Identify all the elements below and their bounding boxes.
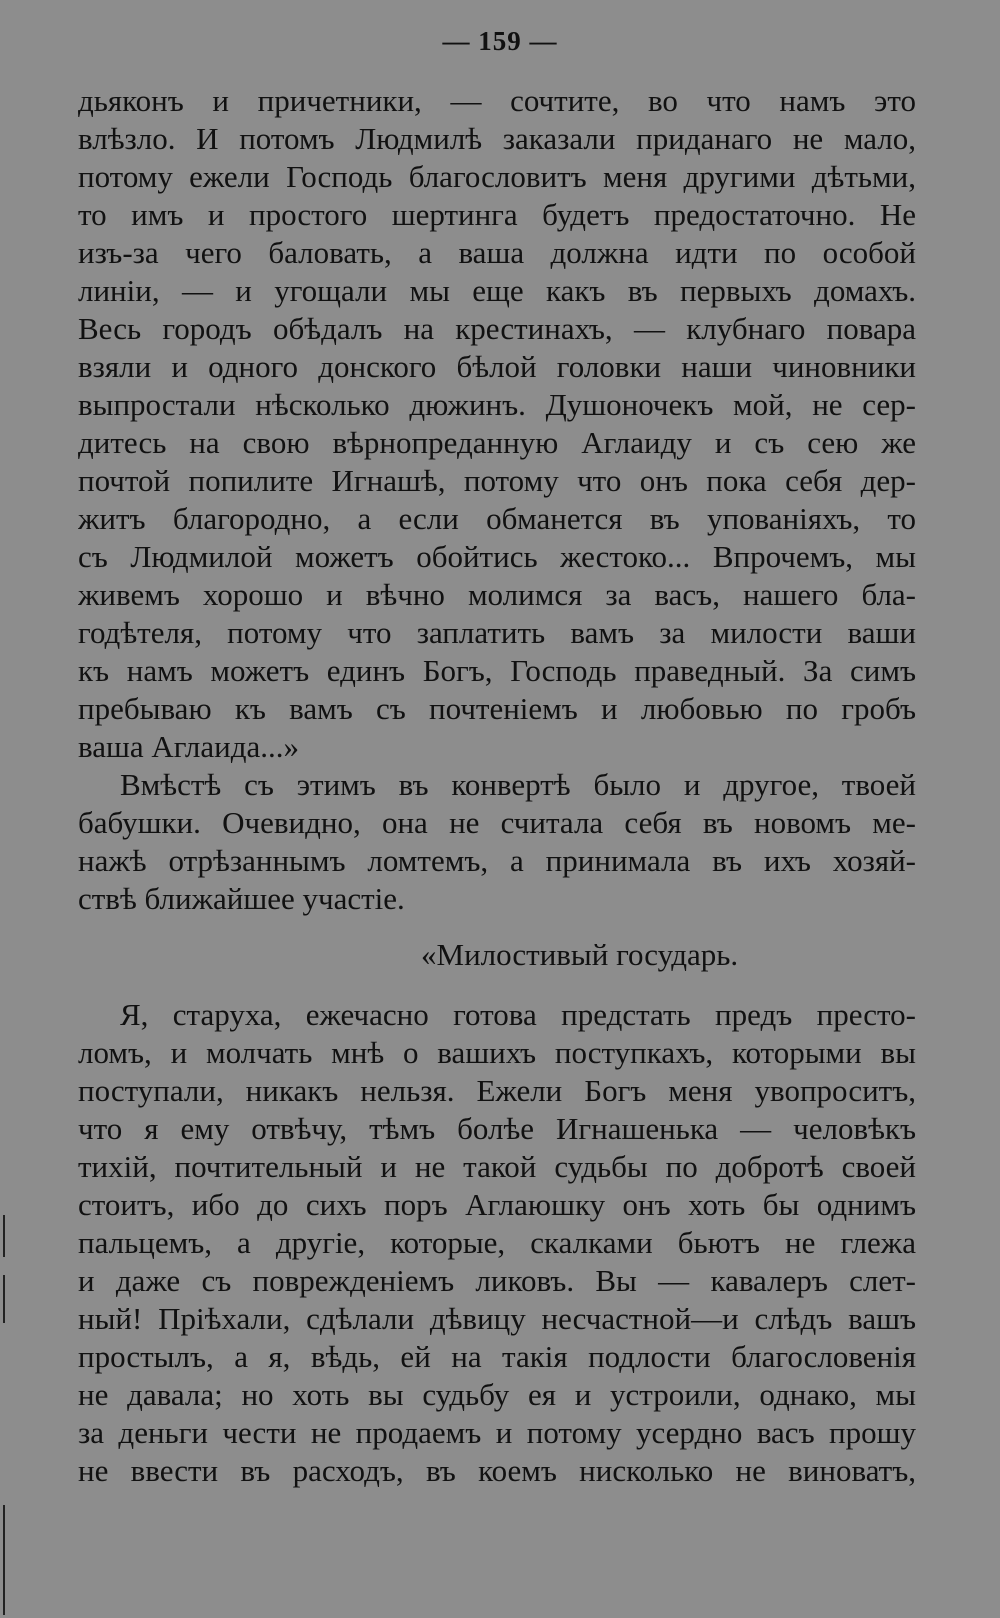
text-line: Я, старуха, ежечасно готова предстать предъ престо-: [120, 997, 916, 1032]
text-line: не ввести въ расходъ, въ коемъ нисколько не виноватъ,: [78, 1453, 916, 1488]
text-line: потому ежели Господь благословитъ меня другими дѣтьми,: [78, 159, 916, 194]
text-line: стоитъ, ибо до сихъ поръ Аглаюшку онъ хоть бы однимъ: [78, 1187, 916, 1222]
text-line: тихій, почтительный и не такой судьбы по добротѣ своей: [78, 1149, 916, 1184]
text-line: пребываю къ вамъ съ почтеніемъ и любовью по гробъ: [78, 691, 916, 726]
text-line: за деньги чести не продаемъ и потому усердно васъ прошу: [78, 1415, 916, 1450]
text-line: Вмѣстѣ съ этимъ въ конвертѣ было и другое, твоей: [120, 767, 916, 802]
text-line: и даже съ поврежденіемъ ликовъ. Вы — кавалеръ слет-: [78, 1263, 916, 1298]
text-line: что я ему отвѣчу, тѣмъ болѣе Игнашенька — человѣкъ: [78, 1111, 916, 1146]
scan-margin-mark: [3, 1505, 5, 1615]
text-line: то имъ и простого шертинга будетъ предостаточно. Не: [78, 197, 916, 232]
text-line: къ намъ можетъ единъ Богъ, Господь праведный. За симъ: [78, 653, 916, 688]
text-line: почтой попилите Игнашѣ, потому что онъ пока себя дер-: [78, 463, 916, 498]
paragraph-letter-end: [78, 82, 916, 766]
text-line: выпростали нѣсколько дюжинъ. Душоночекъ мой, не сер-: [78, 387, 916, 422]
page-text: [78, 82, 916, 1490]
letter-salutation: [78, 936, 916, 974]
text-line: не давала; но хоть вы судьбу ея и устроили, однако, мы: [78, 1377, 916, 1412]
text-line: Весь городъ обѣдалъ на крестинахъ, — клубнаго повара: [78, 311, 916, 346]
text-line: линіи, — и угощали мы еще какъ въ первыхъ домахъ.: [78, 273, 916, 308]
text-line: бабушки. Очевидно, она не считала себя въ новомъ ме-: [78, 805, 916, 840]
paragraph-narration: [78, 766, 916, 918]
text-line: нажѣ отрѣзаннымъ ломтемъ, а принимала въ ихъ хозяй-: [78, 843, 916, 878]
text-line: простылъ, а я, вѣдь, ей на такія подлости благословенія: [78, 1339, 916, 1374]
salutation-line: «Милостивый государь.: [421, 937, 739, 972]
text-line: годѣтеля, потому что заплатить вамъ за милости ваши: [78, 615, 916, 650]
text-line: ствѣ ближайшее участіе.: [78, 881, 405, 916]
page-number: — 159 —: [442, 26, 558, 56]
text-line: дитесь на свою вѣрнопреданную Аглаиду и съ сею же: [78, 425, 916, 460]
spacer: [78, 974, 916, 996]
scan-margin-mark: [3, 1215, 5, 1257]
text-line: взяли и одного донского бѣлой головки наши чиновники: [78, 349, 916, 384]
scan-margin-mark: [3, 1275, 5, 1323]
text-line: изъ-за чего баловать, а ваша должна идти по особой: [78, 235, 916, 270]
paragraph-second-letter: [78, 996, 916, 1490]
text-line: ломъ, и молчать мнѣ о вашихъ поступкахъ, которыми вы: [78, 1035, 916, 1070]
text-line: ваша Аглаида...»: [78, 729, 299, 764]
text-line: ный! Пріѣхали, сдѣлали дѣвицу несчастной—и слѣдъ вашъ: [78, 1301, 916, 1336]
spacer: [78, 918, 916, 936]
text-line: живемъ хорошо и вѣчно молимся за васъ, нашего бла-: [78, 577, 916, 612]
text-line: съ Людмилой можетъ обойтись жестоко... Впрочемъ, мы: [78, 539, 916, 574]
text-line: житъ благородно, а если обманется въ упованіяхъ, то: [78, 501, 916, 536]
text-line: пальцемъ, а другіе, которые, скалками бьютъ не глежа: [78, 1225, 916, 1260]
text-line: влѣзло. И потомъ Людмилѣ заказали приданаго не мало,: [78, 121, 916, 156]
text-line: дьяконъ и причетники, — сочтите, во что намъ это: [78, 83, 916, 118]
text-line: поступали, никакъ нельзя. Ежели Богъ меня увопроситъ,: [78, 1073, 916, 1108]
